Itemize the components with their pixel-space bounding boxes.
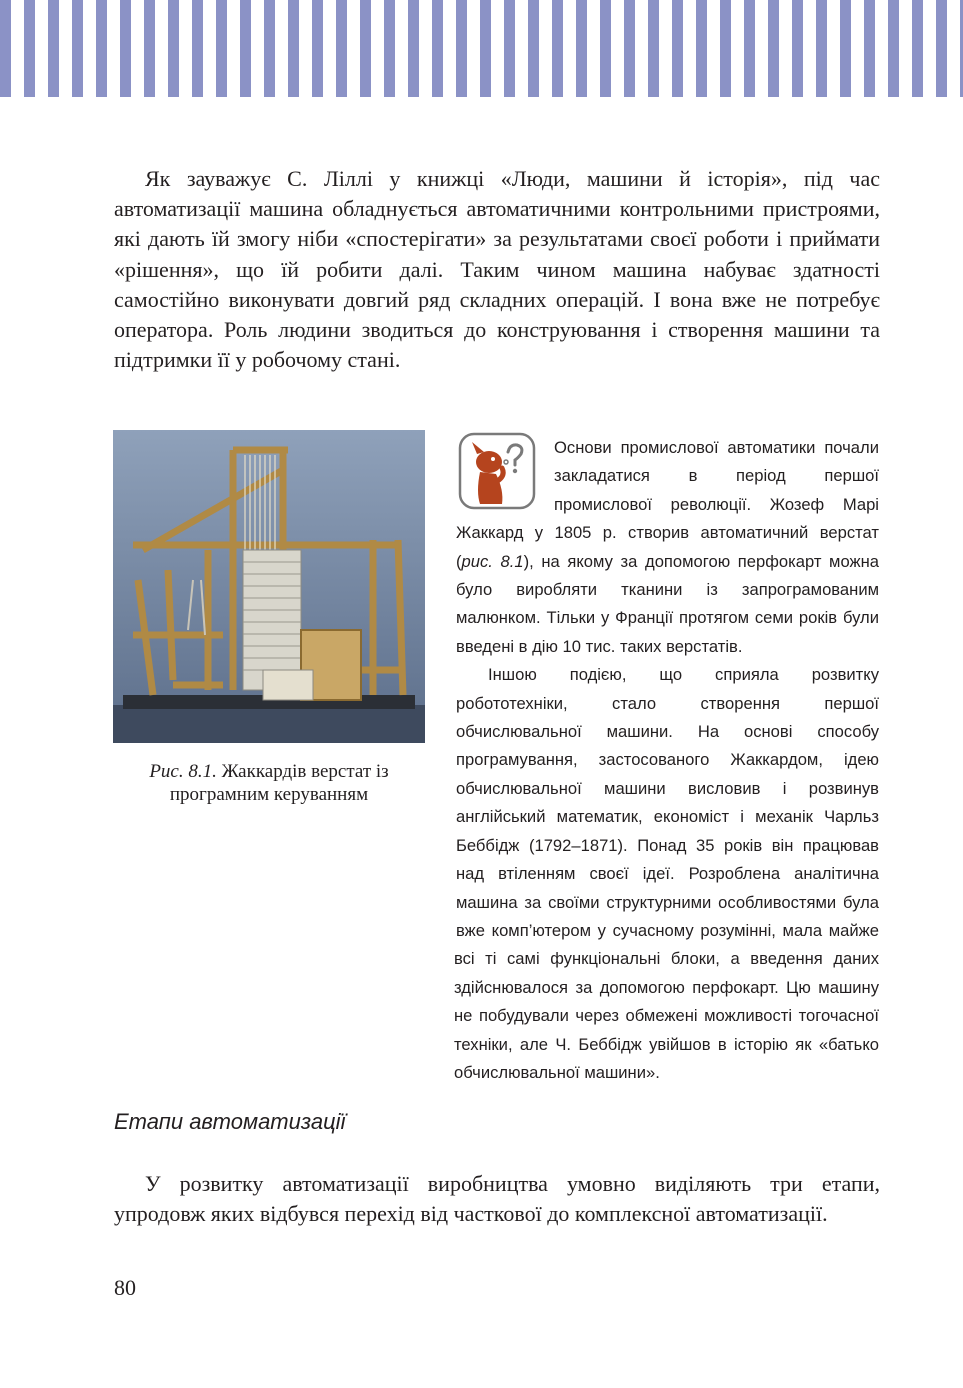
page-number: 80 — [114, 1275, 136, 1300]
history-sidebar-text — [454, 434, 879, 1082]
figure-label: Рис. 8.1. — [149, 761, 217, 782]
intro-paragraph: Як зауважує С. Ліллі у книжці «Люди, машини й історія», під час автоматизації машина обладнується автоматичними контрольними пристроями, які дають їй змогу ніби «спостерігати» за результатами своєї роботи і приймати «рішення», що їй робити далі. Таким чином машина набуває здатності самостійно виконувати довгий ряд складних операцій. І вона вже не потребує оператора. Роль людини зводиться до конструювання і створення машини та підтримки її у робочому стані. — [114, 166, 880, 373]
stages-paragraph: У розвитку автоматизації виробництва умовно виділяють три етапи, упродовж яких відбувся перехід від часткової до комплексної автоматизації. — [114, 1171, 880, 1227]
babbage-paragraph: Іншою подією, що сприяла розвитку робототехніки, стало створення першої обчислювальної машини. На основі способу програмування, застосованого Жаккардом, ідею обчислювальної машини висловив і розвинув англійський математик, економіст і механік Чарльз Беббідж (1792–1871). Понад 35 років він працював над втіленням своєї ідеї. Розроблена аналітична машина за своїми структурними особливостями була вже комп’ютером у сучасному розумінні, мала майже всі ті самі функціональні блоки, а введення даних здійснювалося за допомогою перфокарт. Цю машину не побудували через обмежені можливості тогочасної техніки, але Ч. Беббідж увійшов в історію як «батько обчислювальної машини». — [454, 665, 879, 1082]
section-heading: Етапи автоматизації — [114, 1109, 346, 1134]
jacquard-paragraph-start: Основи промислової автоматики почали закладатися в період першої промислової революції. Жозеф Марі Жаккард у 1805 р. створив автоматичний верстат ( — [456, 438, 879, 571]
header-stripes — [0, 0, 963, 97]
jacquard-paragraph-end: ), на якому за допомогою перфокарт можна було виробляти тканини із запрограмованим малюнком. Тільки у Франції протягом семи років були введені в дію 10 тис. таких верстатів. — [456, 551, 879, 656]
figure-caption-text: Жаккардів верстат із програмним керуванням — [169, 761, 389, 805]
figure-reference: рис. 8.1 — [461, 551, 524, 571]
